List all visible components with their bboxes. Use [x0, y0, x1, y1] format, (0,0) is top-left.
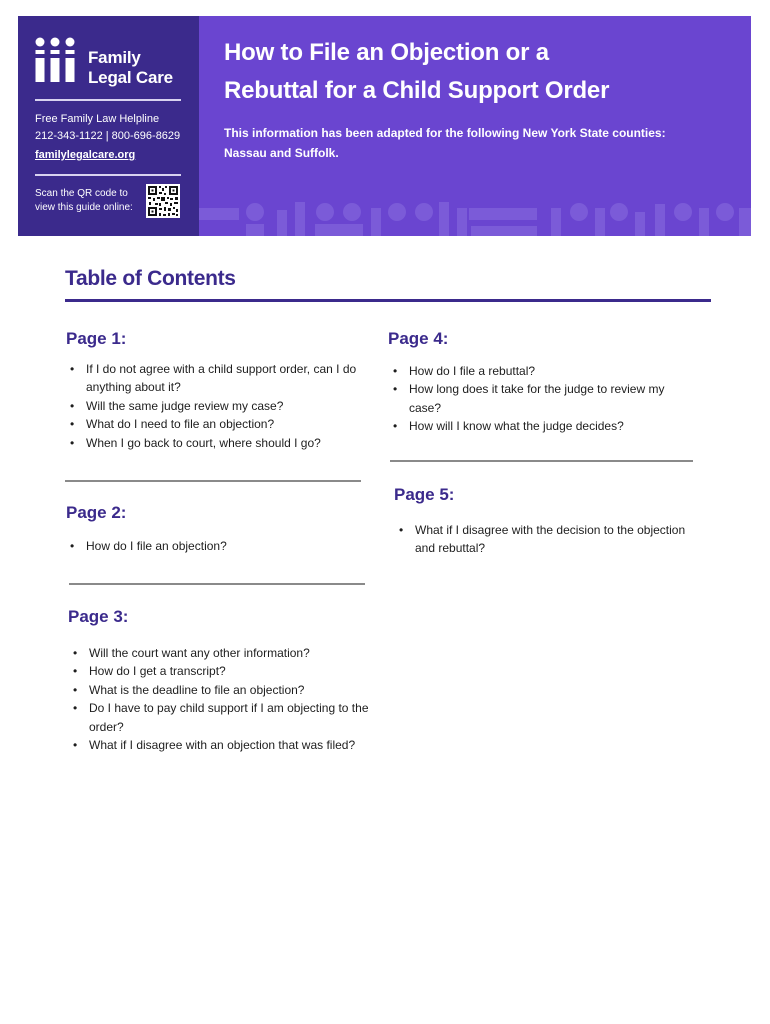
brand-divider-2 [35, 174, 181, 176]
list-item: • When I go back to court, where should I go? [66, 434, 376, 452]
list-item: • Will the court want any other information? [69, 644, 389, 662]
list-item: • How do I file a rebuttal? [389, 362, 689, 380]
qr-code-icon[interactable] [146, 184, 180, 218]
page-title-line2: Rebuttal for a Child Support Order [224, 77, 610, 104]
list-item: • If I do not agree with a child support order, can I do anything about it? [66, 360, 376, 397]
list-item: • What do I need to file an objection? [66, 415, 376, 433]
list-item: • How long does it take for the judge to review my case? [389, 380, 689, 417]
qr-instructions [35, 187, 133, 215]
toc-divider [65, 299, 711, 302]
page4-separator [390, 460, 693, 462]
page4-heading: Page 4: [388, 329, 449, 348]
page5-heading: Page 5: [394, 485, 455, 504]
page1-separator [65, 480, 361, 482]
helpline-label: Free Family Law Helpline [35, 113, 160, 125]
qr-instructions-line2: view this guide online: [35, 202, 133, 213]
page4-list [389, 362, 689, 436]
family-legal-care-logo-icon [35, 37, 75, 85]
brand-divider [35, 99, 181, 101]
list-item: • What if I disagree with an objection that was filed? [69, 736, 389, 754]
page5-list [395, 521, 715, 558]
brand-name-line1: Family [88, 48, 141, 67]
list-item: • Do I have to pay child support if I am objecting to the order? [69, 699, 389, 736]
brand-name-line2: Legal Care [88, 68, 173, 87]
page-subtitle-line2: Nassau and Suffolk. [224, 146, 339, 160]
page-subtitle [224, 123, 724, 163]
page-title [224, 34, 744, 110]
list-item: • What is the deadline to file an objection? [69, 681, 389, 699]
brand-name [88, 48, 173, 88]
list-item: • How will I know what the judge decides? [389, 417, 689, 435]
list-item: • Will the same judge review my case? [66, 397, 376, 415]
title-banner [199, 16, 751, 236]
website-link[interactable]: familylegalcare.org [35, 149, 136, 161]
page2-separator [69, 583, 365, 585]
helpline-phones[interactable]: 212-343-1122 | 800-696-8629 [35, 130, 181, 142]
page3-list [69, 644, 389, 754]
page1-heading: Page 1: [66, 329, 127, 348]
page-title-line1: How to File an Objection or a [224, 39, 549, 66]
decorative-pattern [199, 190, 751, 236]
page1-list [66, 360, 376, 452]
page2-heading: Page 2: [66, 503, 127, 522]
list-item: • What if I disagree with the decision to the objection and rebuttal? [395, 521, 715, 558]
list-item: • How do I get a transcript? [69, 662, 389, 680]
toc-title: Table of Contents [65, 267, 236, 290]
brand-panel [18, 16, 199, 236]
page3-heading: Page 3: [68, 607, 129, 626]
qr-instructions-line1: Scan the QR code to [35, 188, 128, 199]
list-item: • How do I file an objection? [66, 537, 376, 555]
page-subtitle-line1: This information has been adapted for the following New York State counties: [224, 126, 666, 140]
page2-list [66, 537, 376, 555]
